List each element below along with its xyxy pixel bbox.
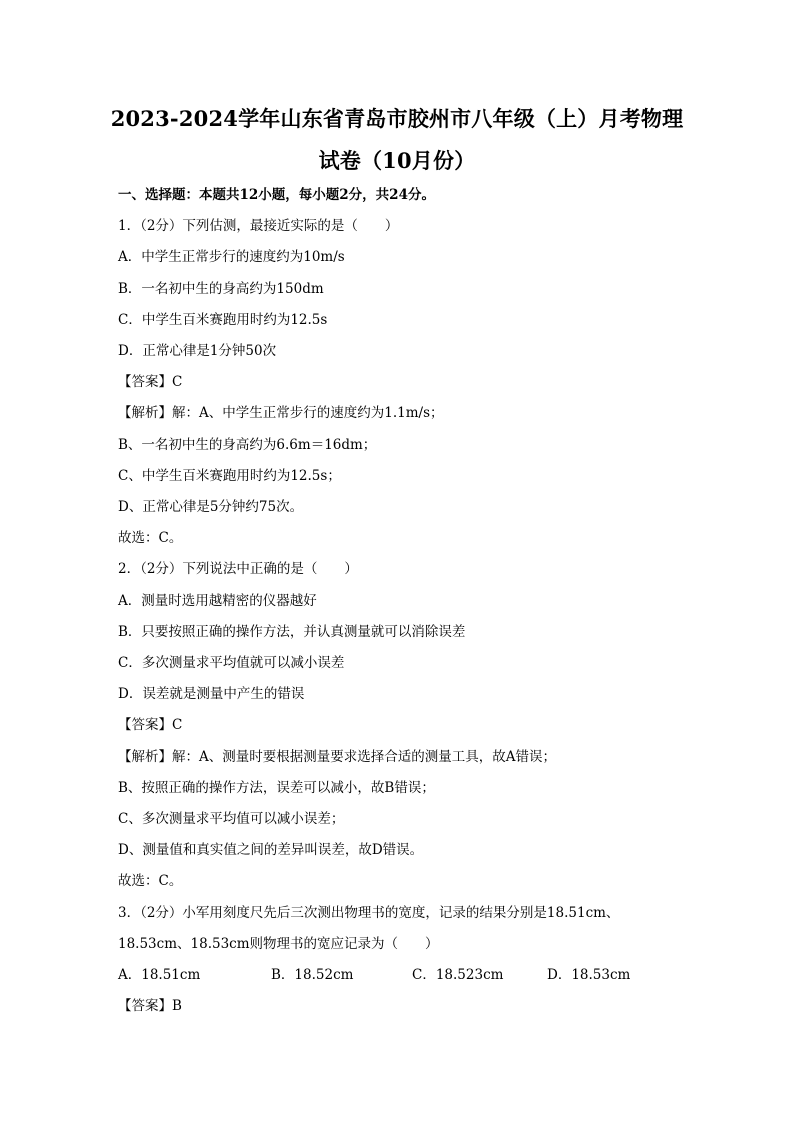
q2-option-b: B．只要按照正确的操作方法，并认真测量就可以消除误差 [118,624,466,640]
q3-stem-line2: 18.53cm、18.53cm则物理书的宽应记录为（ ） [118,936,439,952]
section-heading: 一、选择题：本题共12小题，每小题2分，共24分。 [118,187,435,203]
q3-stem-line1: 3．（2分）小军用刻度尺先后三次测出物理书的宽度，记录的结果分别是18.51cm、 [118,905,620,921]
page-title: 2023-2024学年山东省青岛市胶州市八年级（上）月考物理 [110,106,684,131]
q3-option-d: D．18.53cm [547,967,631,983]
q2-answer: 【答案】C [118,717,183,733]
q2-option-a: A．测量时选用越精密的仪器越好 [118,593,317,609]
q1-option-d: D．正常心律是1分钟50次 [118,343,277,359]
q2-analysis-b: B、按照正确的操作方法，误差可以减小，故B错误； [118,780,435,796]
q1-choice: 故选：C。 [118,530,183,546]
q1-option-c: C．中学生百米赛跑用时约为12.5s [118,312,328,328]
page-subtitle: 试卷（10月份） [318,148,476,173]
q2-analysis: 【解析】解：A、测量时要根据测量要求选择合适的测量工具，故A错误； [118,749,556,765]
q1-analysis-c: C、中学生百米赛跑用时约为12.5s； [118,468,341,484]
q1-stem: 1．（2分）下列估测，最接近实际的是（ ） [118,218,399,234]
q2-option-c: C．多次测量求平均值就可以减小误差 [118,655,345,671]
q2-option-d: D．误差就是测量中产生的错误 [118,686,305,702]
q1-analysis-d: D、正常心律是5分钟约75次。 [118,499,304,515]
q2-analysis-d: D、测量值和真实值之间的差异叫误差，故D错误。 [118,842,424,858]
q3-option-a: A．18.51cm [118,967,201,983]
q2-analysis-c: C、多次测量求平均值可以减小误差； [118,811,345,827]
q1-analysis: 【解析】解：A、中学生正常步行的速度约为1.1m/s； [118,405,444,421]
q1-analysis-b: B、一名初中生的身高约为6.6m＝16dm； [118,437,377,453]
q1-option-a: A．中学生正常步行的速度约为10m/s [118,249,345,265]
q3-answer: 【答案】B [118,998,182,1014]
q1-option-b: B．一名初中生的身高约为150dm [118,281,324,297]
q2-stem: 2．（2分）下列说法中正确的是（ ） [118,561,358,577]
q2-choice: 故选：C。 [118,873,183,889]
q1-answer: 【答案】C [118,374,183,390]
q3-option-b: B．18.52cm [271,967,354,983]
q3-option-c: C．18.523cm [412,967,504,983]
